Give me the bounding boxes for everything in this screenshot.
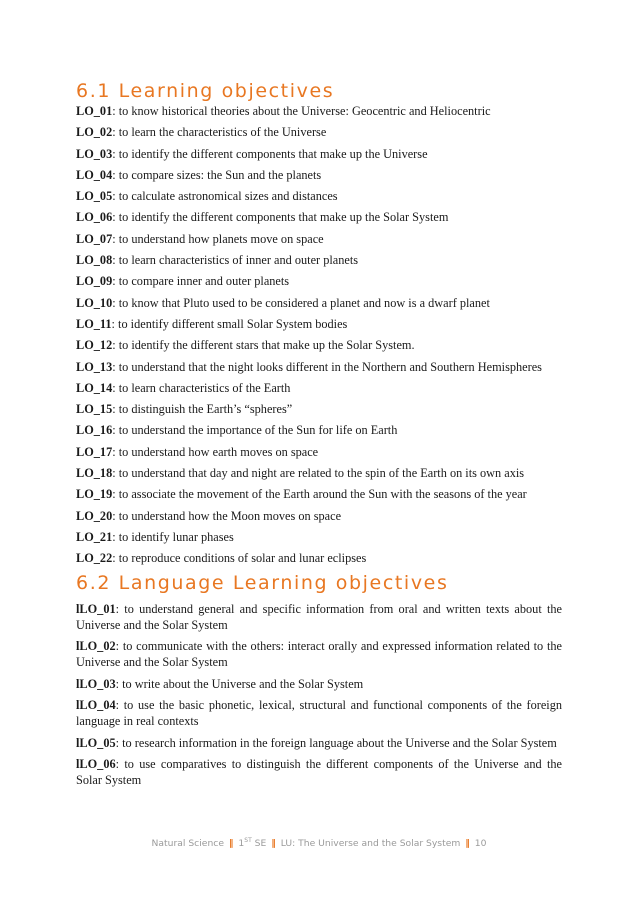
footer-unit: LU: The Universe and the Solar System	[280, 838, 464, 850]
objective-text: : to communicate with the others: interact orally and expressed information related to the Universe and the Solar System	[76, 639, 562, 669]
objective-code: lLO_02	[76, 639, 116, 654]
learning-objective-item	[76, 335, 562, 356]
language-objective-item	[76, 698, 562, 729]
objective-text: : to understand the importance of the Sun for life on Earth	[112, 423, 398, 438]
page-footer	[0, 837, 638, 849]
footer-subject: Natural Science	[151, 838, 224, 850]
learning-objective-item	[76, 506, 562, 527]
objective-code: lLO_01	[76, 602, 116, 616]
learning-objectives-list	[76, 101, 562, 570]
objective-text: : to learn the characteristics of the Universe	[112, 125, 327, 140]
objective-code: lLO_04	[76, 698, 116, 713]
section-heading-language-learning-objectives: 6.2 Language Learning objectives	[76, 572, 449, 594]
objective-text: : to compare inner and outer planets	[112, 274, 290, 289]
footer-level-number: 1	[238, 838, 245, 850]
objective-text: : to understand that the night looks different in the Northern and Southern Hemispheres	[112, 359, 542, 374]
objective-text: : to learn characteristics of inner and outer planets	[112, 253, 359, 268]
objective-text: : to identify lunar phases	[112, 529, 234, 544]
learning-objective-item	[76, 101, 562, 122]
footer-level-superscript: ST	[244, 837, 252, 844]
objective-code: LO_17	[76, 444, 113, 459]
language-objective-item	[76, 677, 562, 693]
objective-text: : to identify the different components that make up the Universe	[112, 146, 428, 161]
objective-text: : to reproduce conditions of solar and lunar eclipses	[112, 551, 367, 566]
objective-text: : to understand how planets move on space	[112, 231, 324, 246]
objective-text: : to research information in the foreign language about the Universe and the Solar System	[115, 735, 557, 750]
objective-text: : to identify the different stars that make up the Solar System.	[112, 338, 415, 353]
learning-objective-item	[76, 293, 562, 314]
learning-objective-item	[76, 207, 562, 228]
objective-code: LO_02	[76, 125, 113, 140]
objective-text: : to learn characteristics of the Earth	[112, 380, 291, 395]
objective-code: LO_21	[76, 529, 113, 544]
objective-code: LO_16	[76, 423, 113, 438]
objective-text: : to write about the Universe and the Solar System	[115, 676, 364, 691]
learning-objective-item	[76, 165, 562, 186]
learning-objective-item	[76, 271, 562, 292]
objective-text: : to understand general and specific information from oral and written texts about the Universe and the Solar System	[76, 602, 562, 632]
objective-code: LO_06	[76, 210, 113, 225]
learning-objective-item	[76, 442, 562, 463]
learning-objective-item	[76, 186, 562, 207]
objective-text: : to know that Pluto used to be considered a planet and now is a dwarf planet	[112, 295, 490, 310]
learning-objective-item	[76, 378, 562, 399]
learning-objective-item	[76, 122, 562, 143]
footer-page-number: 10	[474, 838, 487, 850]
language-objective-item	[76, 639, 562, 670]
objective-code: LO_09	[76, 274, 113, 289]
objective-code: LO_14	[76, 380, 113, 395]
objective-code: LO_07	[76, 231, 113, 246]
learning-objective-item	[76, 229, 562, 250]
objective-code: LO_01	[76, 104, 113, 118]
objective-text: : to know historical theories about the Universe: Geocentric and Heliocentric	[112, 104, 491, 118]
objective-text: : to associate the movement of the Earth around the Sun with the seasons of the year	[112, 487, 527, 502]
objective-code: LO_19	[76, 487, 113, 502]
learning-objective-item	[76, 399, 562, 420]
learning-objective-item	[76, 463, 562, 484]
language-learning-objectives-list	[76, 602, 562, 795]
learning-objective-item	[76, 250, 562, 271]
objective-code: LO_20	[76, 508, 113, 523]
objective-code: LO_15	[76, 402, 113, 417]
objective-code: LO_12	[76, 338, 113, 353]
objective-text: : to understand that day and night are related to the spin of the Earth on its own axis	[112, 466, 525, 481]
language-objective-item	[76, 602, 562, 633]
objective-code: LO_22	[76, 551, 113, 566]
footer-separator: ‖	[228, 838, 234, 850]
objective-code: lLO_05	[76, 735, 116, 750]
footer-separator: ‖	[465, 838, 470, 850]
section-heading-learning-objectives: 6.1 Learning objectives	[76, 80, 335, 102]
objective-code: LO_10	[76, 295, 113, 310]
learning-objective-item	[76, 420, 562, 441]
objective-text: : to distinguish the Earth’s “spheres”	[112, 402, 293, 417]
objective-code: LO_04	[76, 167, 113, 182]
objective-code: LO_11	[76, 316, 112, 331]
learning-objective-item	[76, 314, 562, 335]
objective-code: LO_05	[76, 189, 113, 204]
objective-code: lLO_06	[76, 757, 116, 772]
learning-objective-item	[76, 357, 562, 378]
learning-objective-item	[76, 484, 562, 505]
objective-code: LO_03	[76, 146, 113, 161]
objective-code: LO_08	[76, 253, 113, 268]
footer-level-rest: SE	[251, 838, 267, 850]
learning-objective-item	[76, 144, 562, 165]
language-objective-item	[76, 736, 562, 752]
footer-separator: ‖	[271, 838, 276, 850]
language-objective-item	[76, 757, 562, 788]
objective-text: : to understand how the Moon moves on space	[112, 508, 342, 523]
objective-text: : to compare sizes: the Sun and the planets	[112, 167, 322, 182]
objective-text: : to calculate astronomical sizes and distances	[112, 189, 338, 204]
objective-code: LO_13	[76, 359, 113, 374]
learning-objective-item	[76, 548, 562, 569]
objective-text: : to use comparatives to distinguish the different components of the Universe and the Solar System	[76, 757, 562, 787]
objective-text: : to understand how earth moves on space	[112, 444, 319, 459]
objective-text: : to identify different small Solar System bodies	[111, 316, 348, 331]
objective-code: lLO_03	[76, 676, 116, 691]
objective-text: : to identify the different components that make up the Solar System	[112, 210, 449, 225]
learning-objective-item	[76, 527, 562, 548]
objective-code: LO_18	[76, 466, 113, 481]
objective-text: : to use the basic phonetic, lexical, structural and functional components of the foreign language in real contexts	[76, 698, 562, 728]
